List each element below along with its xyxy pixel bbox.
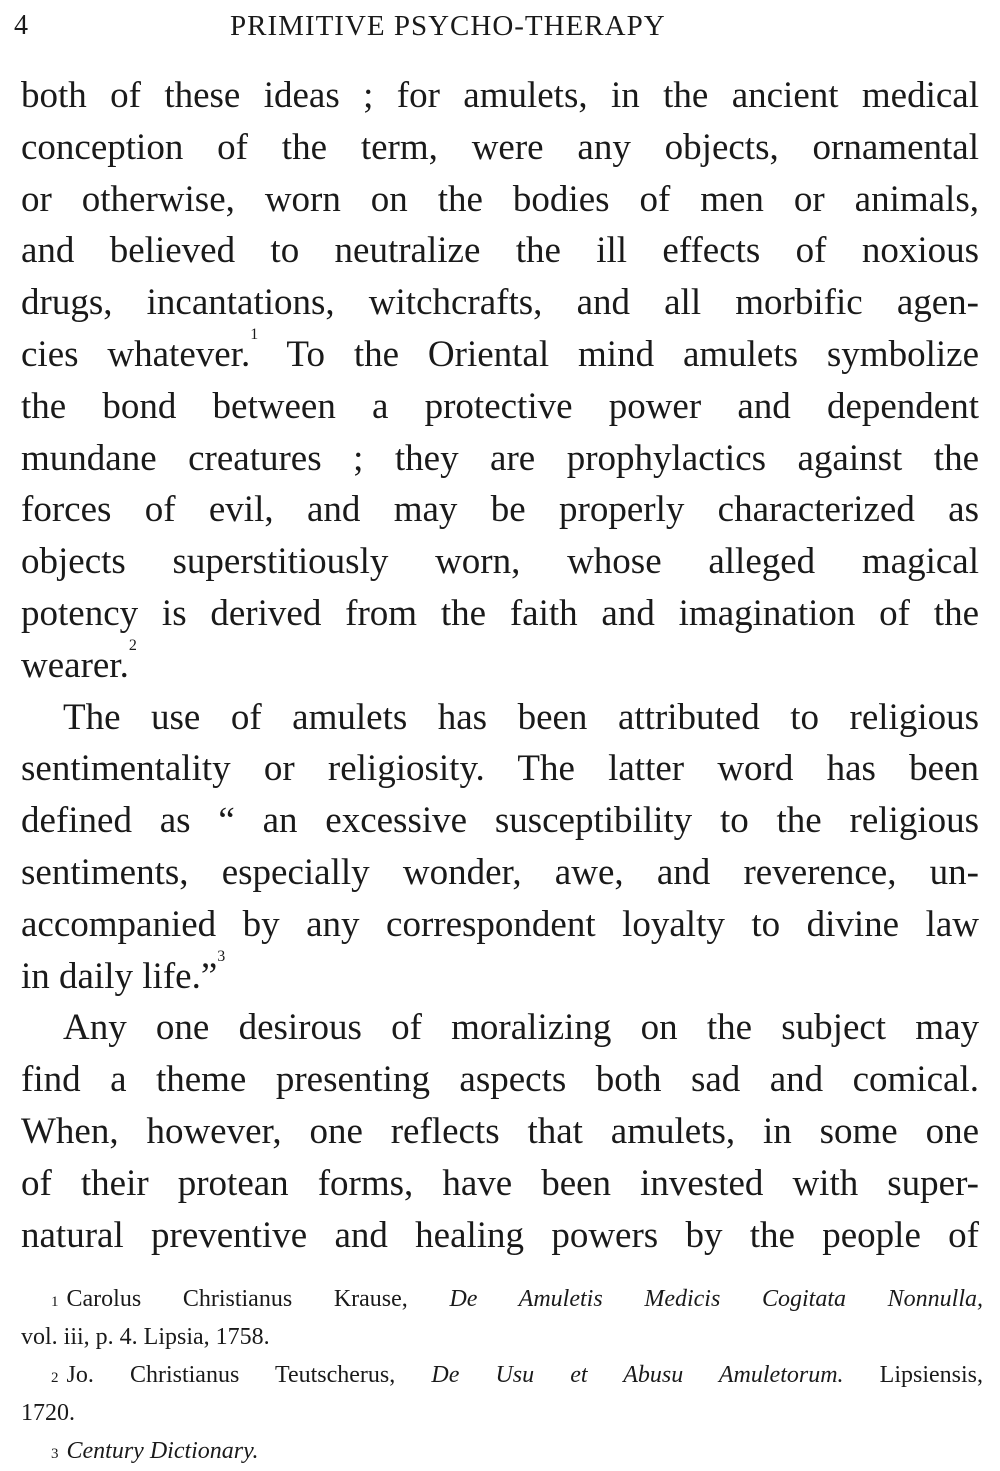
paragraph-3 xyxy=(21,1002,979,1261)
text-line: Any one desirous of moralizing on the subject may xyxy=(63,1007,979,1049)
text-line: conception of the term, were any objects, ornamental xyxy=(21,126,979,168)
running-head: PRIMITIVE PSYCHO-THERAPY xyxy=(230,10,666,42)
footnotes xyxy=(21,1280,983,1470)
text-segment: in daily life.” xyxy=(21,955,218,997)
text-line: or otherwise, worn on the bodies of men or animals, xyxy=(21,178,979,220)
text-line: both of these ideas ; for amulets, in the ancient medical xyxy=(21,75,979,116)
footnote-line: 1720. xyxy=(21,1400,75,1426)
paragraph-1 xyxy=(21,70,979,692)
footnote-ref[interactable]: 2 xyxy=(128,636,137,654)
footnote-line xyxy=(21,1280,983,1318)
text-segment: cies whatever. xyxy=(21,333,251,375)
text-line: find a theme presenting aspects both sad and comical. xyxy=(21,1059,979,1101)
text-line: natural preventive and healing powers by the people of xyxy=(21,1214,979,1256)
footnote-3 xyxy=(21,1432,983,1470)
footnote-title: De Amuletis Medicis Cogitata Nonnulla, xyxy=(449,1286,983,1312)
text-line: defined as “ an excessive susceptibility to the religious xyxy=(21,800,979,842)
footnote-line xyxy=(21,1432,983,1470)
footnote-mark: 2 xyxy=(51,1370,59,1386)
footnote-line: vol. iii, p. 4. Lipsia, 1758. xyxy=(21,1324,270,1350)
page-number: 4 xyxy=(14,10,28,41)
text-line: objects superstitiously worn, whose alleged magical xyxy=(21,541,979,583)
footnote-author: Jo. Christianus Teutscherus, xyxy=(66,1362,396,1388)
footnote-line xyxy=(21,1356,983,1394)
footnote-1 xyxy=(21,1280,983,1356)
footnote-ref[interactable]: 3 xyxy=(217,947,226,965)
text-line: sentimentality or religiosity. The latter word has been xyxy=(21,748,979,790)
text-segment: wearer. xyxy=(21,644,129,686)
text-line xyxy=(21,947,979,1003)
text-line: drugs, incantations, witchcrafts, and all morbific agen- xyxy=(21,282,979,324)
text-line: forces of evil, and may be properly characterized as xyxy=(21,489,979,531)
text-line: sentiments, especially wonder, awe, and reverence, un- xyxy=(21,851,979,893)
footnote-mark: 1 xyxy=(51,1294,59,1310)
footnote-mark: 3 xyxy=(51,1446,59,1462)
footnote-author: Carolus Christianus Krause, xyxy=(66,1286,408,1312)
paragraph-2 xyxy=(21,692,979,1003)
text-line: of their protean forms, have been invested with super- xyxy=(21,1162,979,1204)
footnote-2 xyxy=(21,1356,983,1432)
text-line: the bond between a protective power and dependent xyxy=(21,385,979,427)
text-line: When, however, one reflects that amulets, in some one xyxy=(21,1110,979,1152)
body-text xyxy=(21,70,979,1261)
footnote-title: De Usu et Abusu Amuletorum. xyxy=(431,1362,844,1388)
text-line xyxy=(21,636,979,692)
footnote-place: Lipsiensis, xyxy=(879,1362,984,1388)
text-line: potency is derived from the faith and imagination of the xyxy=(21,592,979,634)
text-segment: To the Oriental mind amulets symbolize xyxy=(286,333,979,375)
text-line: accompanied by any correspondent loyalty to divine law xyxy=(21,903,979,945)
text-line: mundane creatures ; they are prophylactics against the xyxy=(21,437,979,479)
text-line xyxy=(21,325,979,381)
page-header xyxy=(14,10,980,46)
footnote-ref[interactable]: 1 xyxy=(250,325,259,343)
text-line: and believed to neutralize the ill effects of noxious xyxy=(21,230,979,272)
text-line: The use of amulets has been attributed to religious xyxy=(63,696,979,738)
footnote-title: Century Dictionary. xyxy=(66,1438,259,1464)
